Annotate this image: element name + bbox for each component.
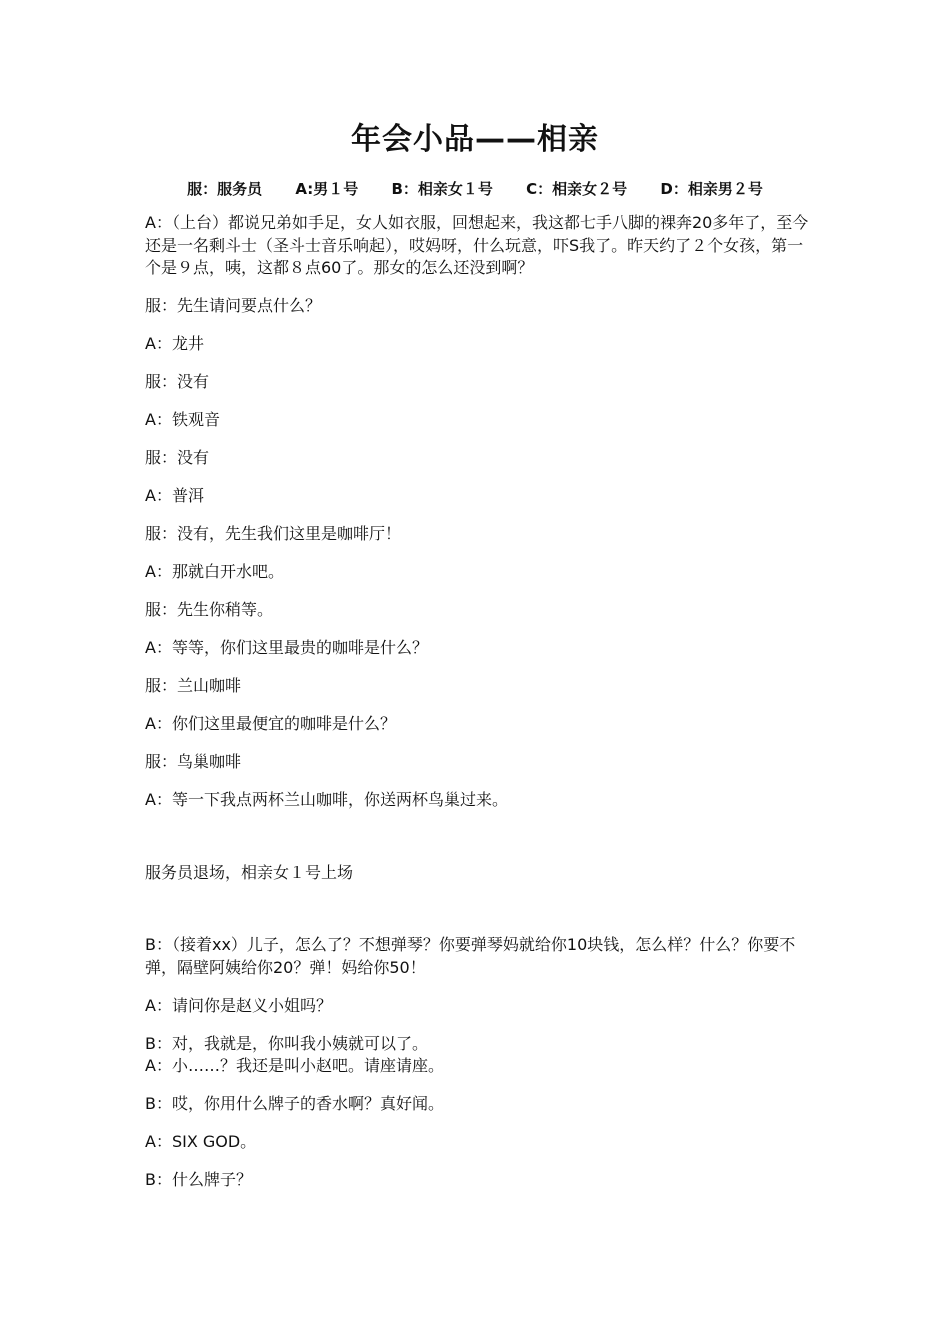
cast-list xyxy=(0,178,950,200)
dialogue-line: B：什么牌子？ xyxy=(145,1170,252,1189)
dialogue-line: A：（上台）都说兄弟如手足，女人如衣服，回想起来，我这都七手八脚的裸奔20多年了，至今还是一名剩斗士（圣斗士音乐响起），哎妈呀，什么玩意，吓S我了。昨天约了２个女孩，第一个是９点，咦，这都８点60了。那女的怎么还没到啊？ xyxy=(145,213,809,277)
dialogue-line: A：你们这里最便宜的咖啡是什么？ xyxy=(145,714,396,733)
dialogue-line: B：对，我就是，你叫我小姨就可以了。 xyxy=(145,1033,428,1053)
cast-item-a: A:男１号 xyxy=(295,180,359,198)
dialogue-line: A：龙井 xyxy=(145,334,204,353)
cast-item-waiter: 服：服务员 xyxy=(187,180,263,198)
cast-item-d: D：相亲男２号 xyxy=(660,180,763,198)
dialogue-line: 服：先生请问要点什么？ xyxy=(145,296,322,315)
dialogue-line: A：铁观音 xyxy=(145,410,220,429)
dialogue-line: A：普洱 xyxy=(145,486,204,505)
cast-item-c: C：相亲女２号 xyxy=(526,180,628,198)
cast-item-b: B：相亲女１号 xyxy=(391,180,493,198)
script-body xyxy=(145,212,810,1207)
document-title: 年会小品——相亲 xyxy=(351,122,599,157)
dialogue-line: A：请问你是赵义小姐吗？ xyxy=(145,995,332,1015)
dialogue-line: 服：没有 xyxy=(145,372,210,391)
dialogue-line: 服：鸟巢咖啡 xyxy=(145,752,242,771)
dialogue-line: 服：兰山咖啡 xyxy=(145,676,242,695)
dialogue-line: A：那就白开水吧。 xyxy=(145,562,284,581)
dialogue-line: 服：先生你稍等。 xyxy=(145,600,274,619)
stage-direction: 服务员退场，相亲女１号上场 xyxy=(145,862,354,882)
dialogue-line: 服：没有 xyxy=(145,448,210,467)
dialogue-line: 服：没有，先生我们这里是咖啡厅！ xyxy=(145,524,402,543)
dialogue-line: A：等一下我点两杯兰山咖啡，你送两杯鸟巢过来。 xyxy=(145,790,508,809)
dialogue-line: B：（接着xx）儿子，怎么了？不想弹琴？你要弹琴妈就给你10块钱，怎么样？什么？你要不弹，隔壁阿姨给你20？弹！妈给你50！ xyxy=(145,935,796,977)
dialogue-line: A：小……？我还是叫小赵吧。请座请座。 xyxy=(145,1056,444,1075)
dialogue-line: A：SIX GOD。 xyxy=(145,1132,257,1151)
dialogue-line: A：等等，你们这里最贵的咖啡是什么？ xyxy=(145,638,428,657)
dialogue-line: B：哎，你用什么牌子的香水啊？真好闻。 xyxy=(145,1094,444,1113)
